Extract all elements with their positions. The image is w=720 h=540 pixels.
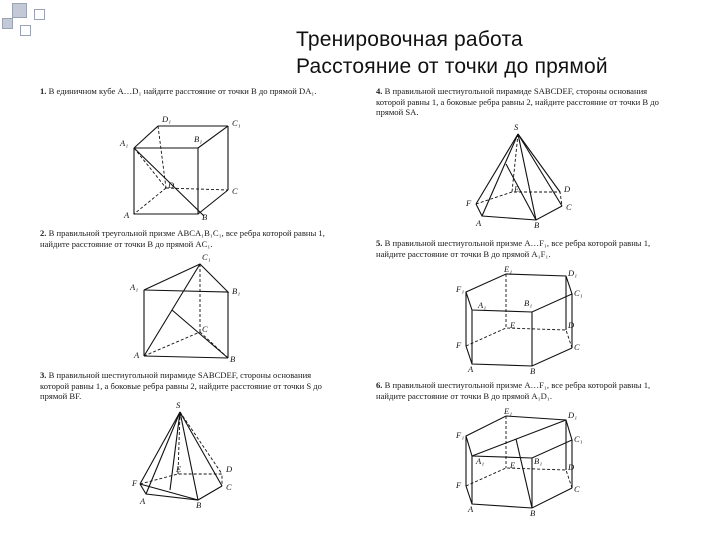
- hidden-edge: [144, 332, 200, 356]
- task-text: В правильной треугольной призме ABCA₁B₁C₁, все ребра которой равны 1, найдите расстояние от точки B до прямой AC₁.: [40, 228, 325, 249]
- task-number: 1.: [40, 86, 47, 96]
- vertex-label: A: [124, 210, 130, 220]
- edge: [134, 126, 158, 148]
- diagonal: [134, 148, 166, 188]
- vertex-label: D: [168, 180, 175, 190]
- vertex-label: F: [466, 198, 472, 208]
- vertex-label: F: [132, 478, 138, 488]
- vertex-label: B: [230, 354, 236, 364]
- hidden-edge: [466, 468, 572, 488]
- decor-square: [20, 25, 31, 36]
- lateral-edge: [140, 412, 180, 484]
- segment-bf: [140, 484, 198, 500]
- vertex-label: F: [456, 340, 462, 350]
- vertex-label: F₁: [456, 430, 465, 440]
- vertex-label: A: [476, 218, 482, 228]
- vertex-label: A₁: [130, 282, 139, 292]
- vertex-label: B₁: [232, 286, 241, 296]
- vertex-label: A: [140, 496, 146, 506]
- vertex-label: S: [176, 400, 181, 410]
- vertex-label: A₁: [476, 456, 485, 466]
- hex-prism-figure-5: [456, 266, 592, 374]
- task-number: 3.: [40, 370, 47, 380]
- vertex-label: C₁: [232, 118, 241, 128]
- vertex-label: A: [468, 364, 474, 374]
- vertex-label: B: [196, 500, 202, 510]
- perpendicular-segment: [516, 439, 532, 508]
- hex-pyramid-figure-4: [466, 124, 586, 228]
- vertex-label: A₁: [478, 300, 487, 310]
- vertex-label: C₁: [574, 434, 583, 444]
- vertex-label: C: [574, 484, 580, 494]
- hidden-edge: [134, 188, 166, 214]
- page-title: [296, 26, 716, 80]
- vertex-label: S: [514, 122, 519, 132]
- lateral-edge: [476, 134, 518, 204]
- edge: [198, 126, 228, 148]
- task-1: [40, 86, 340, 97]
- vertex-label: D: [568, 320, 575, 330]
- hex-prism-figure-6: [456, 408, 592, 516]
- vertex-label: B₁: [524, 298, 533, 308]
- task-6: [376, 380, 676, 401]
- vertex-label: F₁: [456, 284, 465, 294]
- vertex-label: D₁: [568, 410, 578, 420]
- task-text: В правильной шестиугольной призме A…F₁, все ребра которой равны 1, найдите расстояние от точки B до прямой A₁F₁.: [376, 238, 651, 259]
- task-2: [40, 228, 340, 249]
- decor-square: [2, 18, 13, 29]
- hex-pyramid-figure-3: [132, 400, 244, 510]
- base-edge: [466, 346, 572, 366]
- vertex-label: C: [232, 186, 238, 196]
- vertex-label: B: [530, 366, 536, 376]
- vertex-label: B: [202, 212, 208, 222]
- base-edge: [476, 204, 562, 220]
- title-line-1: Тренировочная работа: [296, 28, 523, 51]
- vertex-label: B₁: [534, 456, 543, 466]
- task-number: 2.: [40, 228, 47, 238]
- vertex-label: D: [226, 464, 233, 474]
- slide-decoration: [0, 0, 60, 40]
- vertex-label: C: [574, 342, 580, 352]
- task-4: [376, 86, 676, 118]
- diagonal: [172, 310, 228, 358]
- base-edge: [466, 486, 572, 508]
- base-edge: [140, 484, 222, 500]
- lateral-edge: [518, 134, 562, 206]
- vertex-label: C: [202, 324, 208, 334]
- vertex-label: D₁: [568, 268, 578, 278]
- vertex-label: C: [226, 482, 232, 492]
- vertex-label: B: [530, 508, 536, 518]
- lateral-edge: [180, 412, 222, 486]
- vertex-label: E: [514, 184, 520, 194]
- vertex-label: B: [534, 220, 540, 230]
- decor-square: [34, 9, 45, 20]
- vertex-label: E: [510, 320, 516, 330]
- task-number: 5.: [376, 238, 383, 248]
- task-text: В правильной шестиугольной пирамиде SABCDEF, стороны основания которой равны 1, а боковые ребра равны 2, найдите расстояние от точки S до прямой BF.: [40, 370, 322, 401]
- vertex-label: A₁: [120, 138, 129, 148]
- vertex-label: D: [564, 184, 571, 194]
- task-number: 6.: [376, 380, 383, 390]
- task-text: В правильной шестиугольной призме A…F₁, все ребра которой равны 1, найдите расстояние от точки B до прямой A₁D₁.: [376, 380, 651, 401]
- vertex-label: E₁: [504, 406, 513, 416]
- task-number: 4.: [376, 86, 383, 96]
- task-text: В единичном кубе A…D₁ найдите расстояние от точки B до прямой DA₁.: [48, 86, 317, 96]
- vertex-label: C₁: [202, 252, 211, 262]
- vertex-label: B₁: [194, 134, 203, 144]
- vertex-label: A: [134, 350, 140, 360]
- task-text: В правильной шестиугольной пирамиде SABCDEF, стороны основания которой равны 1, а боковые ребра равны 2, найдите расстояние от точки B до прямой SA.: [376, 86, 659, 117]
- vertex-label: C₁: [574, 288, 583, 298]
- edge: [144, 356, 228, 358]
- title-line-2: Расстояние от точки до прямой: [296, 55, 608, 78]
- vertex-label: D₁: [162, 114, 172, 124]
- task-3: [40, 370, 340, 402]
- vertex-label: C: [566, 202, 572, 212]
- vertex-label: E₁: [504, 264, 513, 274]
- vertex-label: E: [176, 464, 182, 474]
- vertex-label: D: [568, 462, 575, 472]
- cube-figure: [118, 112, 258, 222]
- vertex-label: A: [468, 504, 474, 514]
- hidden-edge: [158, 126, 166, 188]
- lateral-edge: [482, 134, 518, 216]
- edge: [198, 190, 228, 214]
- vertex-label: F: [456, 480, 462, 490]
- vertex-label: E: [510, 460, 516, 470]
- triangular-prism-figure: [130, 252, 250, 364]
- decor-square: [12, 3, 27, 18]
- hidden-edge: [466, 328, 572, 348]
- task-5: [376, 238, 676, 259]
